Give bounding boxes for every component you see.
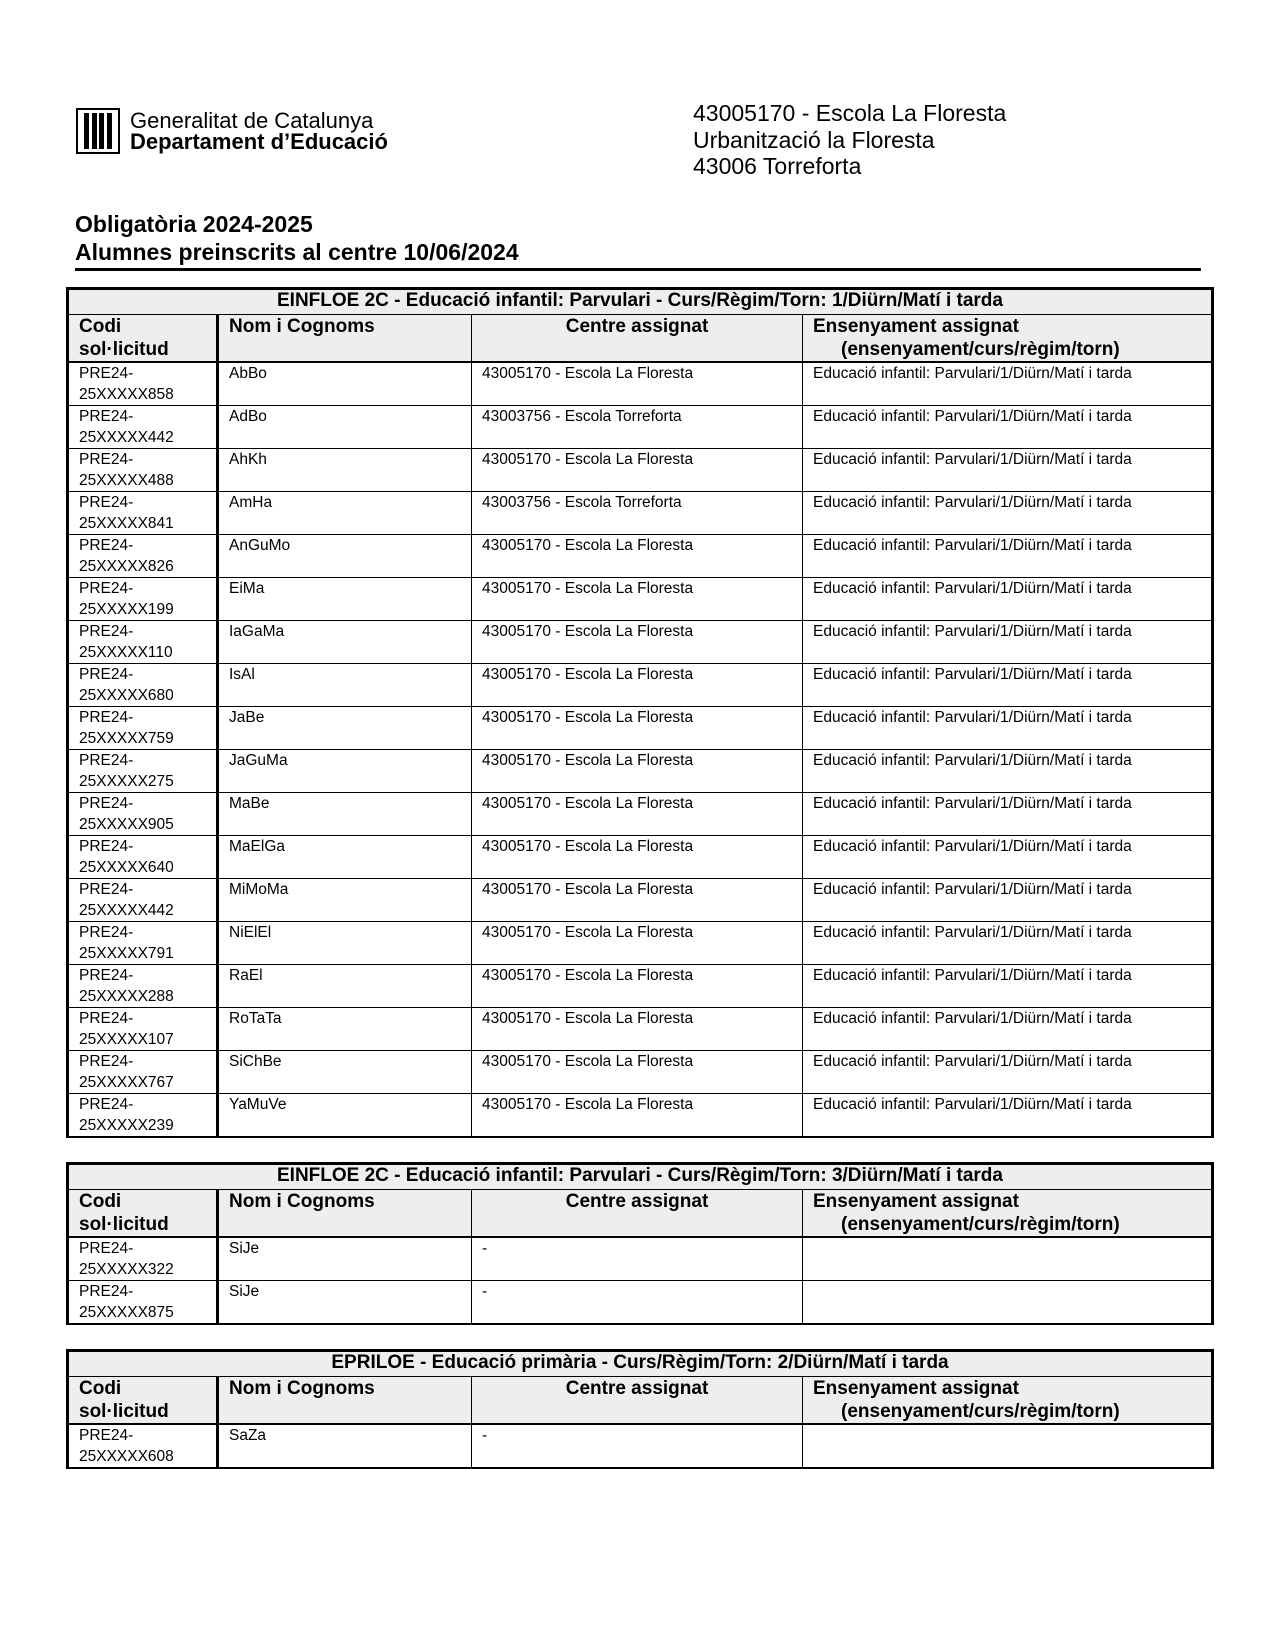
request-code-line: PRE24- — [79, 924, 134, 941]
student-name: SaZa — [218, 1424, 472, 1468]
request-code — [68, 750, 218, 793]
request-code-line: PRE24- — [79, 752, 134, 769]
ens-header-line: (ensenyament/curs/règim/torn) — [841, 339, 1120, 360]
table-title-row — [68, 1351, 1213, 1377]
school-street: Urbanització la Floresta — [693, 126, 935, 153]
request-code — [68, 793, 218, 836]
request-code-line: 25XXXXX275 — [79, 773, 174, 790]
preinscription-table — [66, 287, 1214, 1138]
tables-container — [66, 287, 1214, 1493]
column-header-ensenyament — [803, 1190, 1213, 1238]
assigned-ensenyament: Educació infantil: Parvulari/1/Diürn/Matí i tarda — [803, 1051, 1213, 1094]
school-name: 43005170 - Escola La Floresta — [693, 100, 1007, 126]
table-row — [68, 1424, 1213, 1468]
assigned-ensenyament — [803, 1237, 1213, 1281]
request-code-line: PRE24- — [79, 494, 134, 511]
student-name: SiChBe — [218, 1051, 472, 1094]
request-code — [68, 1051, 218, 1094]
generalitat-logo — [76, 108, 388, 154]
table-row — [68, 362, 1213, 406]
assigned-ensenyament: Educació infantil: Parvulari/1/Diürn/Matí i tarda — [803, 578, 1213, 621]
table-header-row — [68, 1190, 1213, 1238]
student-name: YaMuVe — [218, 1094, 472, 1138]
ens-header-line: Ensenyament assignat — [813, 1378, 1019, 1399]
request-code-line: 25XXXXX488 — [79, 472, 174, 489]
assigned-centre: 43005170 - Escola La Floresta — [472, 449, 803, 492]
assigned-ensenyament: Educació infantil: Parvulari/1/Diürn/Matí i tarda — [803, 879, 1213, 922]
request-code-line: 25XXXXX841 — [79, 515, 174, 532]
assigned-centre: 43003756 - Escola Torreforta — [472, 492, 803, 535]
request-code-line: PRE24- — [79, 1096, 134, 1113]
request-code — [68, 879, 218, 922]
assigned-centre: 43005170 - Escola La Floresta — [472, 707, 803, 750]
student-name: RoTaTa — [218, 1008, 472, 1051]
column-header-ensenyament — [803, 1377, 1213, 1425]
table-row — [68, 578, 1213, 621]
request-code-line: 25XXXXX322 — [79, 1261, 174, 1278]
assigned-centre: 43005170 - Escola La Floresta — [472, 621, 803, 664]
request-code-line: 25XXXXX640 — [79, 859, 174, 876]
request-code-line: 25XXXXX239 — [79, 1117, 174, 1134]
column-header-name: Nom i Cognoms — [218, 1190, 472, 1238]
student-name: MaBe — [218, 793, 472, 836]
assigned-ensenyament: Educació infantil: Parvulari/1/Diürn/Matí i tarda — [803, 965, 1213, 1008]
request-code-line: 25XXXXX791 — [79, 945, 174, 962]
assigned-ensenyament: Educació infantil: Parvulari/1/Diürn/Matí i tarda — [803, 793, 1213, 836]
code-header-line: sol·licitud — [79, 1214, 169, 1235]
request-code — [68, 492, 218, 535]
assigned-centre: - — [472, 1281, 803, 1325]
assigned-ensenyament: Educació infantil: Parvulari/1/Diürn/Matí i tarda — [803, 449, 1213, 492]
request-code-line: PRE24- — [79, 881, 134, 898]
table-row — [68, 965, 1213, 1008]
student-name: MiMoMa — [218, 879, 472, 922]
assigned-centre: 43003756 - Escola Torreforta — [472, 406, 803, 449]
request-code-line: PRE24- — [79, 365, 134, 382]
table-title: EINFLOE 2C - Educació infantil: Parvulari - Curs/Règim/Torn: 3/Diürn/Matí i tarda — [68, 1164, 1213, 1190]
report-title-block — [75, 210, 1201, 271]
student-name: SiJe — [218, 1237, 472, 1281]
request-code-line: 25XXXXX107 — [79, 1031, 174, 1048]
table-row — [68, 492, 1213, 535]
table-title: EINFLOE 2C - Educació infantil: Parvulari - Curs/Règim/Torn: 1/Diürn/Matí i tarda — [68, 289, 1213, 315]
table-row — [68, 1051, 1213, 1094]
table-row — [68, 922, 1213, 965]
assigned-ensenyament: Educació infantil: Parvulari/1/Diürn/Matí i tarda — [803, 362, 1213, 406]
column-header-name: Nom i Cognoms — [218, 1377, 472, 1425]
code-header-line: Codi — [79, 1378, 122, 1399]
assigned-ensenyament — [803, 1424, 1213, 1468]
request-code-line: 25XXXXX442 — [79, 902, 174, 919]
table-title: EPRILOE - Educació primària - Curs/Règim/Torn: 2/Diürn/Matí i tarda — [68, 1351, 1213, 1377]
request-code-line: PRE24- — [79, 838, 134, 855]
assigned-ensenyament: Educació infantil: Parvulari/1/Diürn/Matí i tarda — [803, 1008, 1213, 1051]
student-name: RaEl — [218, 965, 472, 1008]
request-code-line: 25XXXXX608 — [79, 1448, 174, 1465]
assigned-centre: 43005170 - Escola La Floresta — [472, 1051, 803, 1094]
student-name: IsAl — [218, 664, 472, 707]
table-row — [68, 535, 1213, 578]
assigned-ensenyament: Educació infantil: Parvulari/1/Diürn/Matí i tarda — [803, 621, 1213, 664]
table-row — [68, 1281, 1213, 1325]
table-title-row — [68, 1164, 1213, 1190]
table-row — [68, 1094, 1213, 1138]
student-name: AbBo — [218, 362, 472, 406]
table-row — [68, 406, 1213, 449]
column-header-ensenyament — [803, 315, 1213, 363]
report-title: Obligatòria 2024-2025 — [75, 211, 313, 237]
assigned-centre: 43005170 - Escola La Floresta — [472, 750, 803, 793]
request-code — [68, 1281, 218, 1325]
preinscription-table — [66, 1162, 1214, 1325]
report-subtitle: Alumnes preinscrits al centre 10/06/2024 — [75, 239, 519, 265]
code-header-line: sol·licitud — [79, 339, 169, 360]
request-code — [68, 707, 218, 750]
request-code-line: 25XXXXX905 — [79, 816, 174, 833]
code-header-line: Codi — [79, 1191, 122, 1212]
logo-line-1: Generalitat de Catalunya — [130, 108, 374, 133]
table-row — [68, 879, 1213, 922]
request-code-line: 25XXXXX288 — [79, 988, 174, 1005]
table-row — [68, 664, 1213, 707]
table-row — [68, 621, 1213, 664]
request-code-line: PRE24- — [79, 1427, 134, 1444]
request-code-line: 25XXXXX199 — [79, 601, 174, 618]
table-row — [68, 707, 1213, 750]
generalitat-seal-icon — [76, 108, 120, 154]
request-code — [68, 836, 218, 879]
assigned-ensenyament: Educació infantil: Parvulari/1/Diürn/Matí i tarda — [803, 1094, 1213, 1138]
request-code — [68, 578, 218, 621]
ens-header-line: Ensenyament assignat — [813, 316, 1019, 337]
request-code-line: PRE24- — [79, 967, 134, 984]
table-row — [68, 1008, 1213, 1051]
request-code — [68, 535, 218, 578]
assigned-centre: 43005170 - Escola La Floresta — [472, 362, 803, 406]
assigned-centre: - — [472, 1424, 803, 1468]
request-code-line: PRE24- — [79, 666, 134, 683]
table-header-row — [68, 1377, 1213, 1425]
request-code-line: PRE24- — [79, 408, 134, 425]
assigned-ensenyament: Educació infantil: Parvulari/1/Diürn/Matí i tarda — [803, 492, 1213, 535]
assigned-centre: 43005170 - Escola La Floresta — [472, 879, 803, 922]
code-header-line: Codi — [79, 316, 122, 337]
assigned-ensenyament: Educació infantil: Parvulari/1/Diürn/Matí i tarda — [803, 406, 1213, 449]
assigned-centre: 43005170 - Escola La Floresta — [472, 1008, 803, 1051]
request-code — [68, 621, 218, 664]
request-code-line: PRE24- — [79, 1010, 134, 1027]
request-code — [68, 1237, 218, 1281]
request-code — [68, 362, 218, 406]
assigned-centre: 43005170 - Escola La Floresta — [472, 965, 803, 1008]
table-row — [68, 1237, 1213, 1281]
request-code-line: 25XXXXX680 — [79, 687, 174, 704]
assigned-centre: 43005170 - Escola La Floresta — [472, 664, 803, 707]
request-code-line: PRE24- — [79, 537, 134, 554]
assigned-centre: 43005170 - Escola La Floresta — [472, 922, 803, 965]
assigned-centre: - — [472, 1237, 803, 1281]
assigned-centre: 43005170 - Escola La Floresta — [472, 578, 803, 621]
student-name: EiMa — [218, 578, 472, 621]
column-header-centre: Centre assignat — [472, 315, 803, 363]
student-name: MaElGa — [218, 836, 472, 879]
request-code — [68, 922, 218, 965]
student-name: JaGuMa — [218, 750, 472, 793]
request-code — [68, 1424, 218, 1468]
assigned-ensenyament: Educació infantil: Parvulari/1/Diürn/Matí i tarda — [803, 922, 1213, 965]
ens-header-line: Ensenyament assignat — [813, 1191, 1019, 1212]
table-row — [68, 449, 1213, 492]
school-city: 43006 Torreforta — [693, 153, 862, 179]
ens-header-line: (ensenyament/curs/règim/torn) — [841, 1401, 1120, 1422]
request-code-line: 25XXXXX759 — [79, 730, 174, 747]
request-code-line: PRE24- — [79, 1283, 134, 1300]
student-name: NiElEl — [218, 922, 472, 965]
student-name: IaGaMa — [218, 621, 472, 664]
student-name: AmHa — [218, 492, 472, 535]
request-code-line: 25XXXXX875 — [79, 1304, 174, 1321]
request-code — [68, 449, 218, 492]
ens-header-line: (ensenyament/curs/règim/torn) — [841, 1214, 1120, 1235]
column-header-centre: Centre assignat — [472, 1377, 803, 1425]
request-code-line: 25XXXXX442 — [79, 429, 174, 446]
preinscription-table — [66, 1349, 1214, 1469]
school-address — [693, 100, 1006, 180]
request-code-line: 25XXXXX858 — [79, 386, 174, 403]
assigned-ensenyament: Educació infantil: Parvulari/1/Diürn/Matí i tarda — [803, 664, 1213, 707]
column-header-code — [68, 1377, 218, 1425]
logo-line-2: Departament d’Educació — [130, 129, 388, 154]
column-header-centre: Centre assignat — [472, 1190, 803, 1238]
assigned-ensenyament — [803, 1281, 1213, 1325]
assigned-ensenyament: Educació infantil: Parvulari/1/Diürn/Matí i tarda — [803, 535, 1213, 578]
assigned-ensenyament: Educació infantil: Parvulari/1/Diürn/Matí i tarda — [803, 707, 1213, 750]
assigned-centre: 43005170 - Escola La Floresta — [472, 1094, 803, 1138]
student-name: SiJe — [218, 1281, 472, 1325]
student-name: JaBe — [218, 707, 472, 750]
request-code — [68, 1094, 218, 1138]
request-code-line: 25XXXXX767 — [79, 1074, 174, 1091]
column-header-code — [68, 1190, 218, 1238]
request-code — [68, 1008, 218, 1051]
column-header-name: Nom i Cognoms — [218, 315, 472, 363]
column-header-code — [68, 315, 218, 363]
request-code-line: PRE24- — [79, 623, 134, 640]
request-code-line: PRE24- — [79, 451, 134, 468]
student-name: AnGuMo — [218, 535, 472, 578]
student-name: AhKh — [218, 449, 472, 492]
request-code-line: PRE24- — [79, 795, 134, 812]
table-row — [68, 836, 1213, 879]
code-header-line: sol·licitud — [79, 1401, 169, 1422]
request-code — [68, 965, 218, 1008]
request-code-line: PRE24- — [79, 1240, 134, 1257]
request-code-line: PRE24- — [79, 1053, 134, 1070]
request-code — [68, 664, 218, 707]
request-code-line: 25XXXXX826 — [79, 558, 174, 575]
assigned-centre: 43005170 - Escola La Floresta — [472, 793, 803, 836]
assigned-ensenyament: Educació infantil: Parvulari/1/Diürn/Matí i tarda — [803, 750, 1213, 793]
request-code — [68, 406, 218, 449]
student-name: AdBo — [218, 406, 472, 449]
table-title-row — [68, 289, 1213, 315]
request-code-line: PRE24- — [79, 580, 134, 597]
assigned-centre: 43005170 - Escola La Floresta — [472, 535, 803, 578]
assigned-centre: 43005170 - Escola La Floresta — [472, 836, 803, 879]
table-row — [68, 750, 1213, 793]
table-row — [68, 793, 1213, 836]
assigned-ensenyament: Educació infantil: Parvulari/1/Diürn/Matí i tarda — [803, 836, 1213, 879]
request-code-line: PRE24- — [79, 709, 134, 726]
request-code-line: 25XXXXX110 — [79, 644, 173, 661]
table-header-row — [68, 315, 1213, 363]
